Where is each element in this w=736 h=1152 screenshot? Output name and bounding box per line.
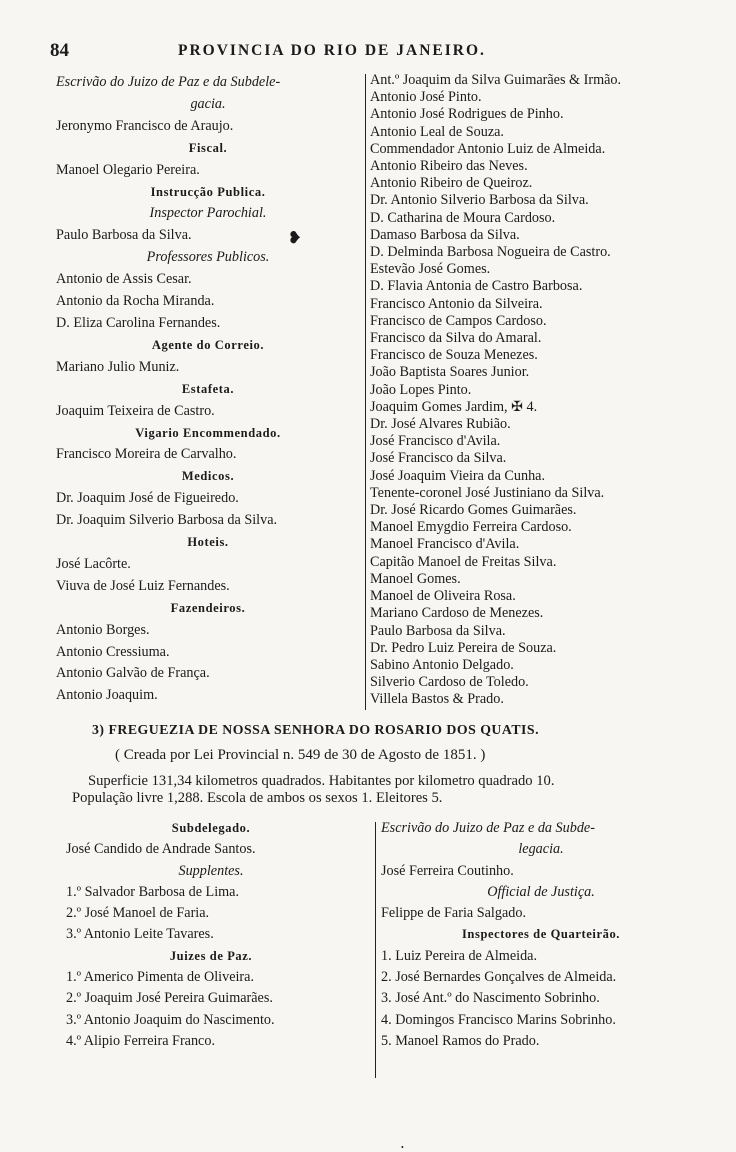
list-line: José Francisco d'Avila. <box>370 433 501 450</box>
section-heading: 3) FREGUEZIA DE NOSSA SENHORA DO ROSARIO DOS QUATIS. <box>92 722 540 737</box>
list-line: Antonio José Pinto. <box>370 89 482 106</box>
list-line: Antonio Leal de Souza. <box>370 123 504 140</box>
list-line: Sabino Antonio Delgado. <box>370 656 514 673</box>
list-line: Escrivão do Juizo de Paz e da Subdele- <box>56 74 281 90</box>
list-line: 2. José Bernardes Gonçalves de Almeida. <box>381 969 617 986</box>
list-line: D. Flavia Antonia de Castro Barbosa. <box>370 278 583 295</box>
list-line: Felippe de Faria Salgado. <box>381 905 526 922</box>
list-line: Manoel Francisco d'Avila. <box>370 536 520 553</box>
list-line: Escrivão do Juizo de Paz e da Subde- <box>381 820 595 836</box>
top-right-column <box>370 72 700 709</box>
bottom-left-column <box>66 818 356 1052</box>
list-line: Dr. Antonio Silverio Barbosa da Silva. <box>370 192 589 209</box>
top-left-column <box>56 72 360 707</box>
list-line: João Baptista Soares Junior. <box>370 364 530 381</box>
page-number: 84 <box>50 40 69 61</box>
list-line: Joaquim Gomes Jardim, ✠ 4. <box>370 398 538 415</box>
list-line: Antonio Joaquim. <box>56 687 158 704</box>
list-line: Jeronymo Francisco de Araujo. <box>56 117 234 134</box>
bottom-right-column <box>381 818 701 1052</box>
list-line: José Candido de Andrade Santos. <box>66 841 256 858</box>
list-line: 1. Luiz Pereira de Almeida. <box>381 947 538 964</box>
side-mark-icon: ❥ <box>288 230 302 247</box>
list-line: D. Delminda Barbosa Nogueira de Castro. <box>370 244 611 261</box>
list-line: Joaquim Teixeira de Castro. <box>56 402 215 419</box>
list-line: Damaso Barbosa da Silva. <box>370 226 520 243</box>
list-line: José Ferreira Coutinho. <box>381 862 514 879</box>
list-line: Dr. Joaquim Silverio Barbosa da Silva. <box>56 512 278 529</box>
list-line: Silverio Cardoso de Toledo. <box>370 674 529 691</box>
list-line: Tenente-coronel José Justiniano da Silva. <box>370 484 605 501</box>
list-line: 1.º Americo Pimenta de Oliveira. <box>66 969 254 986</box>
list-line: 4. Domingos Francisco Marins Sobrinho. <box>381 1011 616 1028</box>
column-divider-bottom <box>375 822 376 1078</box>
list-line: 3.º Antonio Leite Tavares. <box>66 926 214 943</box>
running-title: PROVINCIA DO RIO DE JANEIRO. <box>178 42 486 59</box>
list-line: Antonio Ribeiro das Neves. <box>370 158 528 175</box>
list-line: Manoel Emygdio Ferreira Cardoso. <box>370 519 572 536</box>
section-label: gacia. <box>190 95 226 112</box>
section-label: Estafeta. <box>181 381 235 396</box>
list-line: Mariano Cardoso de Menezes. <box>370 605 544 622</box>
list-line: 4.º Alipio Ferreira Franco. <box>66 1032 215 1049</box>
list-line: 1.º Salvador Barbosa de Lima. <box>66 883 240 900</box>
section-label: Instrucção Publica. <box>150 184 266 199</box>
section-label: Juizes de Paz. <box>169 948 253 963</box>
list-line: Francisco Antonio da Silveira. <box>370 295 543 312</box>
list-line: Antonio José Rodrigues de Pinho. <box>370 106 564 123</box>
section-label: Hoteis. <box>187 535 229 550</box>
list-line: Viuva de José Luiz Fernandes. <box>56 577 230 594</box>
list-line: D. Eliza Carolina Fernandes. <box>56 314 221 331</box>
list-line: Dr. José Ricardo Gomes Guimarães. <box>370 502 577 519</box>
list-line: Ant.º Joaquim da Silva Guimarães & Irmão. <box>370 72 622 88</box>
section-label: Agente do Correio. <box>151 337 265 352</box>
list-line: Manoel de Oliveira Rosa. <box>370 588 516 605</box>
list-line: 3.º Antonio Joaquim do Nascimento. <box>66 1011 275 1028</box>
section-label: Vigario Encommendado. <box>135 425 281 440</box>
list-line: Antonio Ribeiro de Queiroz. <box>370 175 533 192</box>
section-label: Official de Justiça. <box>487 883 595 900</box>
list-line: Mariano Julio Muniz. <box>56 358 180 375</box>
list-line: Francisco de Campos Cardoso. <box>370 312 547 329</box>
list-line: Estevão José Gomes. <box>370 261 491 278</box>
section-label: Inspector Parochial. <box>149 205 267 222</box>
column-divider-top <box>365 74 366 710</box>
foot-dot: • <box>401 1143 404 1152</box>
stats-line-2: População livre 1,288. Escola de ambos os sexos 1. Eleitores 5. <box>72 790 443 806</box>
section-label: Fiscal. <box>188 140 228 155</box>
list-line: Antonio da Rocha Miranda. <box>56 293 215 310</box>
list-line: José Lacôrte. <box>56 555 131 572</box>
list-line: Antonio Cressiuma. <box>56 643 170 660</box>
list-line: 5. Manoel Ramos do Prado. <box>381 1032 540 1049</box>
list-line: Francisco da Silva do Amaral. <box>370 330 542 347</box>
list-line: Dr. José Alvares Rubião. <box>370 416 511 433</box>
list-line: Manoel Gomes. <box>370 570 461 587</box>
list-line: Francisco Moreira de Carvalho. <box>56 446 237 463</box>
section-label: Subdelegado. <box>171 821 251 835</box>
list-line: Dr. Pedro Luiz Pereira de Souza. <box>370 639 557 656</box>
list-line: Capitão Manoel de Freitas Silva. <box>370 553 557 570</box>
list-line: José Francisco da Silva. <box>370 450 507 467</box>
list-line: Manoel Olegario Pereira. <box>56 161 200 178</box>
section-label: Inspectores de Quarteirão. <box>461 927 621 942</box>
list-line: Antonio Borges. <box>56 621 150 638</box>
creation-note: ( Creada por Lei Provincial n. 549 de 30 de Agosto de 1851. ) <box>115 747 486 763</box>
list-line: Villela Bastos & Prado. <box>370 691 504 708</box>
list-line: Paulo Barbosa da Silva. <box>56 227 192 244</box>
list-line: 2.º Joaquim José Pereira Guimarães. <box>66 990 273 1007</box>
stats-line-1: Superficie 131,34 kilometros quadrados. Habitantes por kilometro quadrado 10. <box>88 773 555 789</box>
section-label: Medicos. <box>181 469 235 484</box>
list-line: Antonio de Assis Cesar. <box>56 271 192 288</box>
list-line: 3. José Ant.º do Nascimento Sobrinho. <box>381 990 600 1007</box>
list-line: Francisco de Souza Menezes. <box>370 347 538 364</box>
list-line: José Joaquim Vieira da Cunha. <box>370 467 546 484</box>
list-line: Dr. Joaquim José de Figueiredo. <box>56 490 239 507</box>
page-header <box>50 40 690 66</box>
list-line: João Lopes Pinto. <box>370 381 472 398</box>
section-label: Supplentes. <box>178 862 244 879</box>
section-label: Fazendeiros. <box>170 600 246 615</box>
section-label: Professores Publicos. <box>146 249 270 266</box>
list-line: Paulo Barbosa da Silva. <box>370 622 506 639</box>
list-line: Antonio Galvão de França. <box>56 665 210 682</box>
list-line: D. Catharina de Moura Cardoso. <box>370 209 556 226</box>
section-label: legacia. <box>518 841 564 858</box>
list-line: Commendador Antonio Luiz de Almeida. <box>370 140 606 157</box>
list-line: 2.º José Manoel de Faria. <box>66 905 210 922</box>
